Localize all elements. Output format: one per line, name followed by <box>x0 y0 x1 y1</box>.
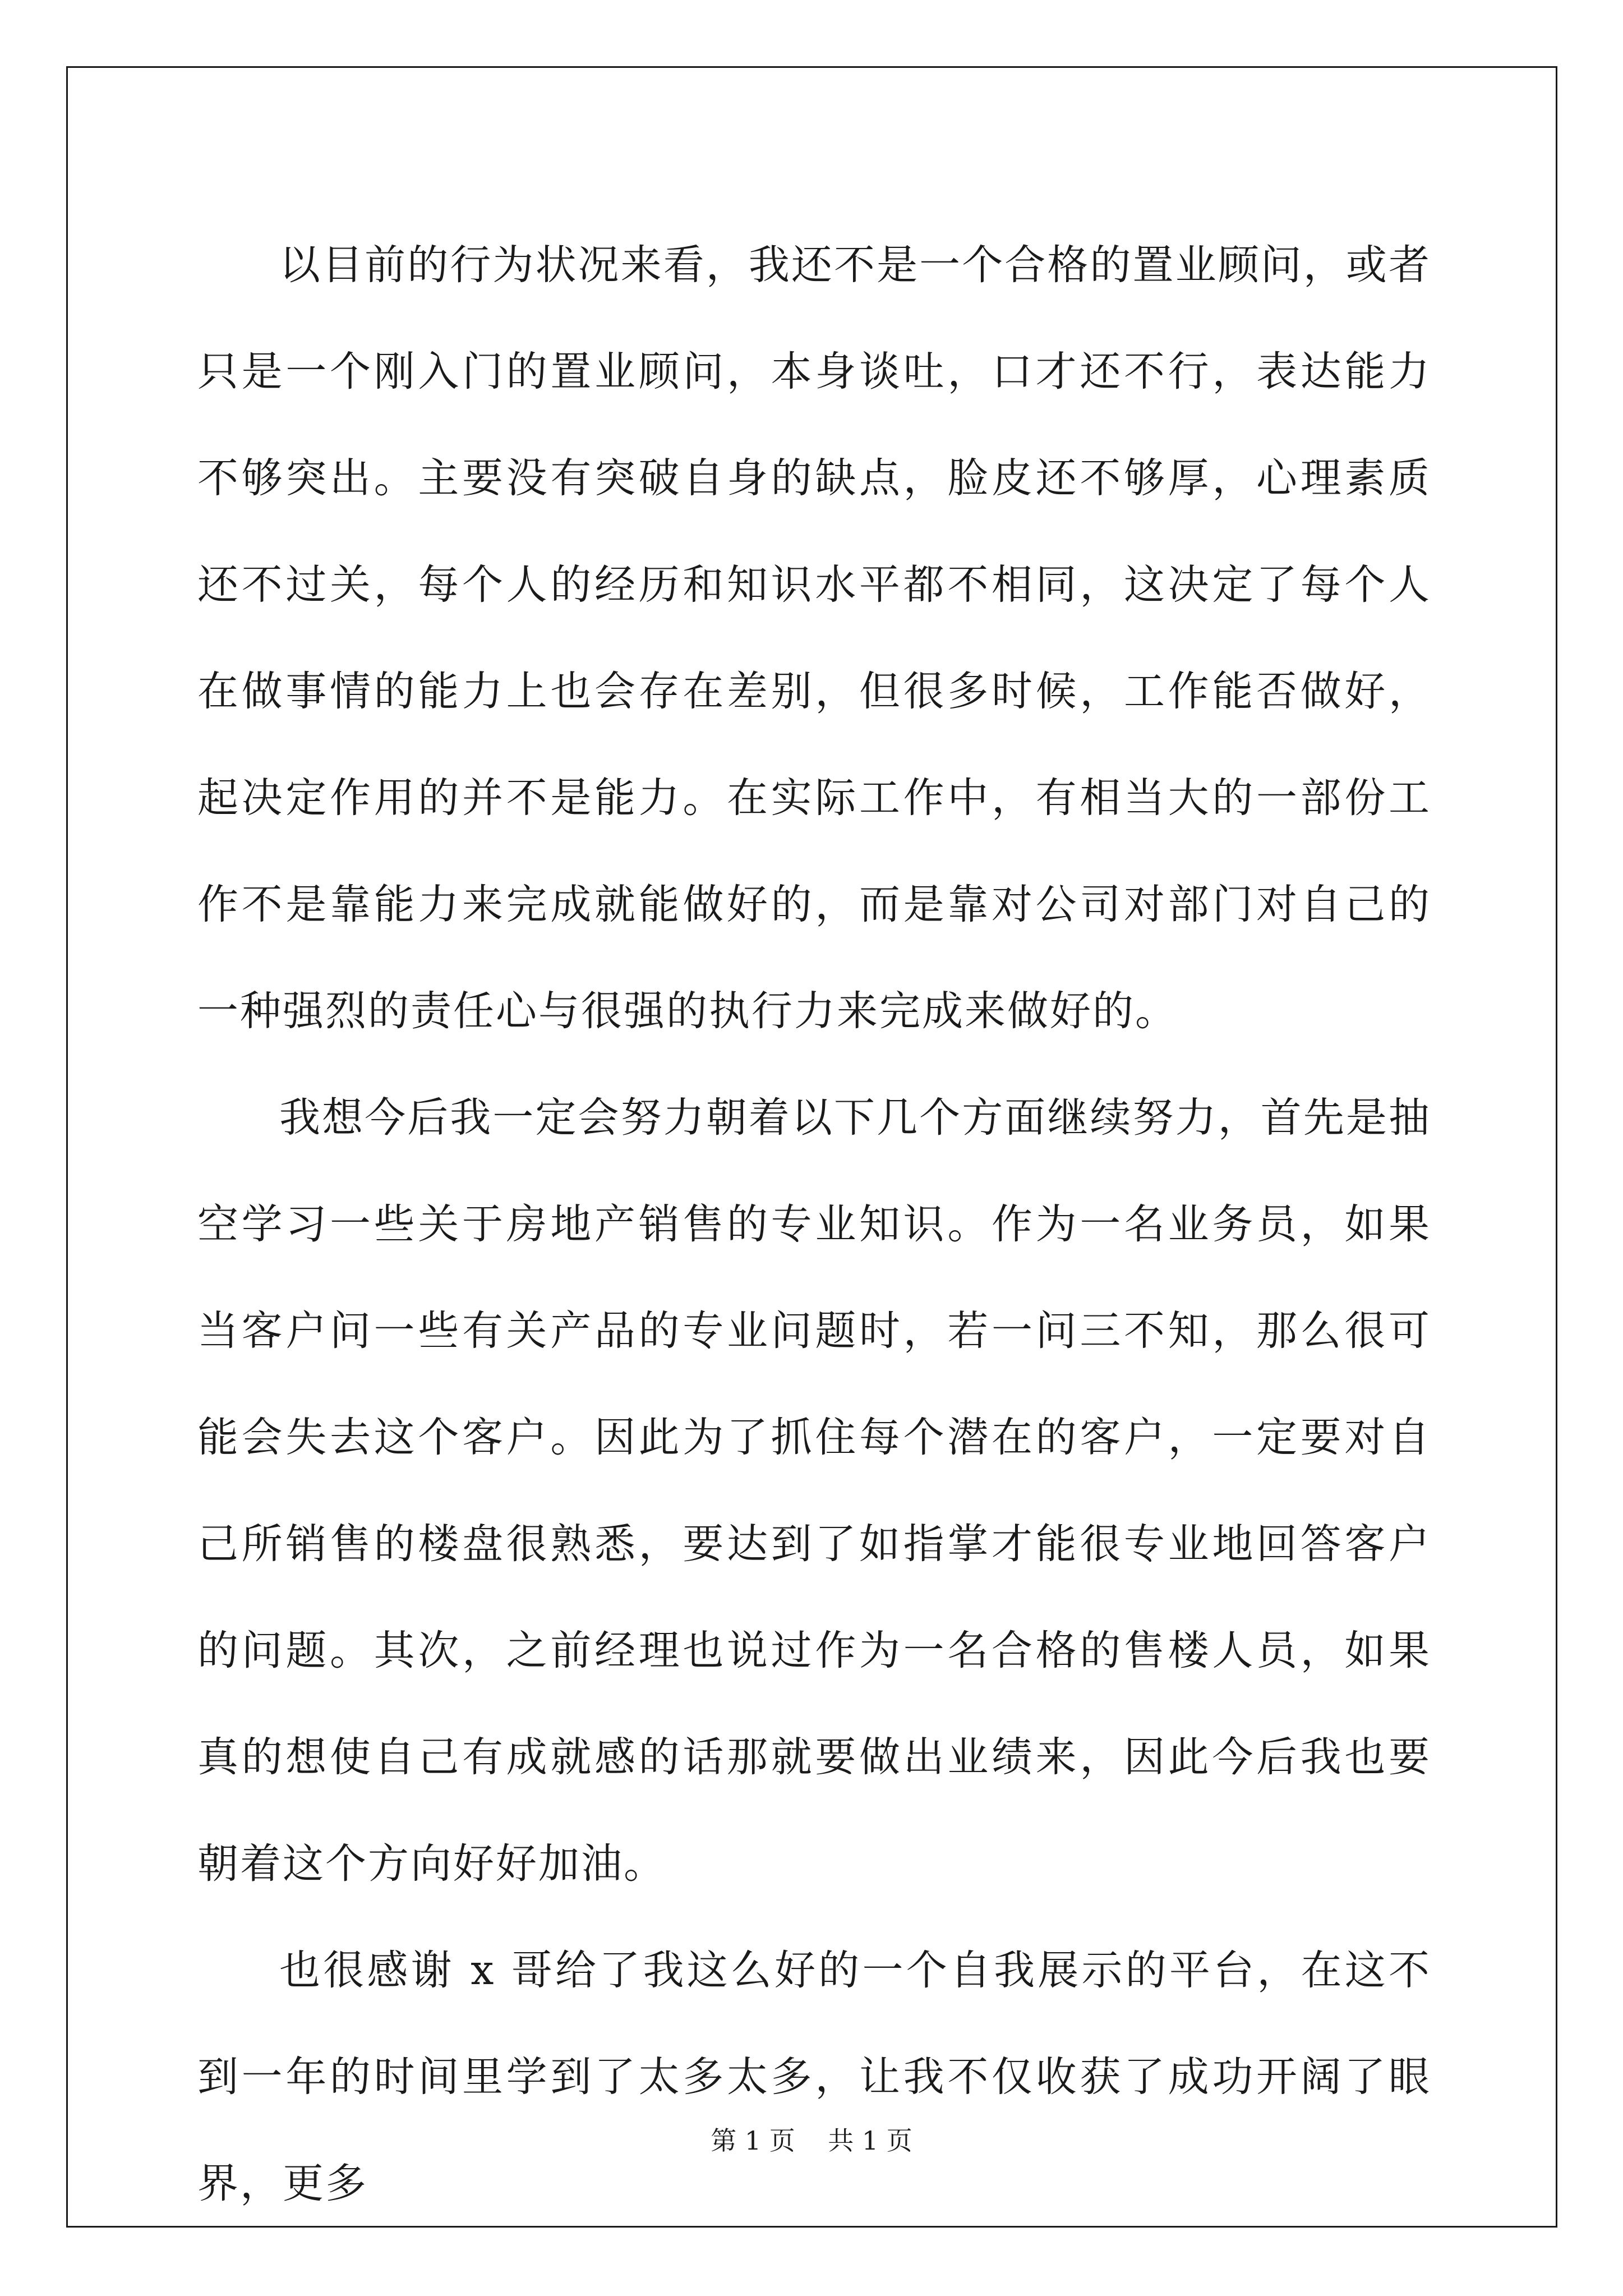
paragraph-2: 我想今后我一定会努力朝着以下几个方面继续努力，首先是抽空学习一些关于房地产销售的专业知识。作为一名业务员，如果当客户问一些有关产品的专业问题时，若一问三不知，那么很可能会失去这个客户。因此为了抓住每个潜在的客户，一定要对自己所销售的楼盘很熟悉，要达到了如指掌才能很专业地回答客户的问题。其次，之前经理也说过作为一名合格的售楼人员，如果真的想使自己有成就感的话那就要做出业绩来，因此今后我也要朝着这个方向好好加油。 <box>197 1094 1431 1888</box>
paragraph-3: 也很感谢 x 哥给了我这么好的一个自我展示的平台，在这不到一年的时间里学到了太多太多，让我不仅收获了成功开阔了眼界，更多 <box>197 1947 1431 2207</box>
page-number-footer: 第 1 页 共 1 页 <box>711 2125 912 2156</box>
document-body <box>197 212 1431 2237</box>
paragraph-1: 以目前的行为状况来看，我还不是一个合格的置业顾问，或者只是一个刚入门的置业顾问，本身谈吐，口才还不行，表达能力不够突出。主要没有突破自身的缺点，脸皮还不够厚，心理素质还不过关，每个人的经历和知识水平都不相同，这决定了每个人在做事情的能力上也会存在差别，但很多时候，工作能否做好，起决定作用的并不是能力。在实际工作中，有相当大的一部份工作不是靠能力来完成就能做好的，而是靠对公司对部门对自己的一种强烈的责任心与很强的执行力来完成来做好的。 <box>197 241 1431 1035</box>
